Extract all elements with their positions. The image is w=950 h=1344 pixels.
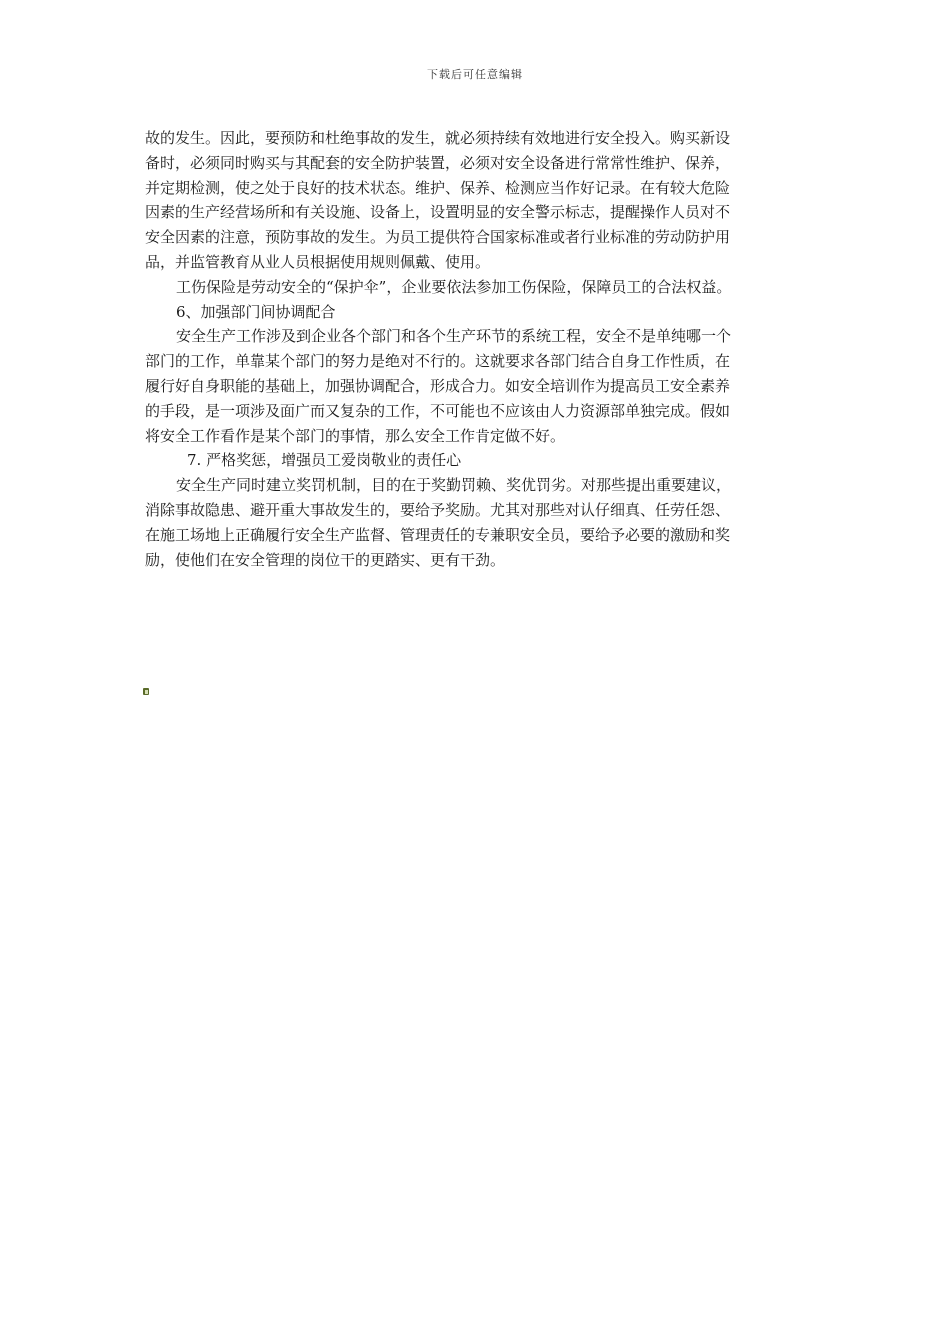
- paragraph-line: 因素的生产经营场所和有关设施、设备上，设置明显的安全警示标志，提醒操作人员对不: [145, 203, 731, 222]
- paragraph-line: 安全因素的注意，预防事故的发生。为员工提供符合国家标准或者行业标准的劳动防护用: [145, 228, 731, 247]
- paragraph-line: 将安全工作看作是某个部门的事情，那么安全工作肯定做不好。: [145, 426, 566, 445]
- paragraph-line: 备时，必须同时购买与其配套的安全防护装置，必须对安全设备进行常常性维护、保养，: [145, 153, 731, 172]
- paragraph-line: 部门的工作，单靠某个部门的努力是绝对不行的。这就要求各部门结合自身工作性质，在: [145, 352, 731, 371]
- paragraph-line: 消除事故隐患、避开重大事故发生的，要给予奖励。尤其对那些对认仔细真、任劳任怨、: [145, 500, 731, 519]
- paragraph-line: 安全生产同时建立奖罚机制，目的在于奖勤罚赖、奖优罚劣。对那些提出重要建议，: [176, 476, 732, 495]
- document-body: [145, 126, 815, 572]
- paragraph-line: 励，使他们在安全管理的岗位干的更踏实、更有干劲。: [145, 550, 506, 569]
- paragraph-line: 履行好自身职能的基础上，加强协调配合，形成合力。如安全培训作为提高员工安全素养: [145, 376, 731, 395]
- paragraph-line: 的手段，是一项涉及面广而又复杂的工作，不可能也不应该由人力资源部单独完成。假如: [145, 401, 731, 420]
- paragraph-line: 安全生产工作涉及到企业各个部门和各个生产环节的系统工程，安全不是单纯哪一个: [176, 327, 732, 346]
- paragraph-line: 故的发生。因此，要预防和杜绝事故的发生，就必须持续有效地进行安全投入。购买新设: [145, 129, 731, 147]
- small-image-icon: [143, 688, 149, 695]
- section-heading: 7. 严格奖惩，增强员工爱岗敬业的责任心: [187, 451, 462, 470]
- paragraph-line: 并定期检测，使之处于良好的技术状态。维护、保养、检测应当作好记录。在有较大危险: [145, 178, 731, 197]
- paragraph-line: 在施工场地上正确履行安全生产监督、管理责任的专兼职安全员，要给予必要的激励和奖: [145, 525, 731, 544]
- paragraph-line: 工伤保险是劳动安全的“保护伞”，企业要依法参加工伤保险，保障员工的合法权益。: [176, 277, 732, 296]
- paragraph-line: 品，并监管教育从业人员根据使用规则佩戴、使用。: [145, 252, 491, 271]
- page-header: 下载后可任意编辑: [427, 68, 523, 81]
- section-heading: 6、加强部门间协调配合: [176, 302, 336, 321]
